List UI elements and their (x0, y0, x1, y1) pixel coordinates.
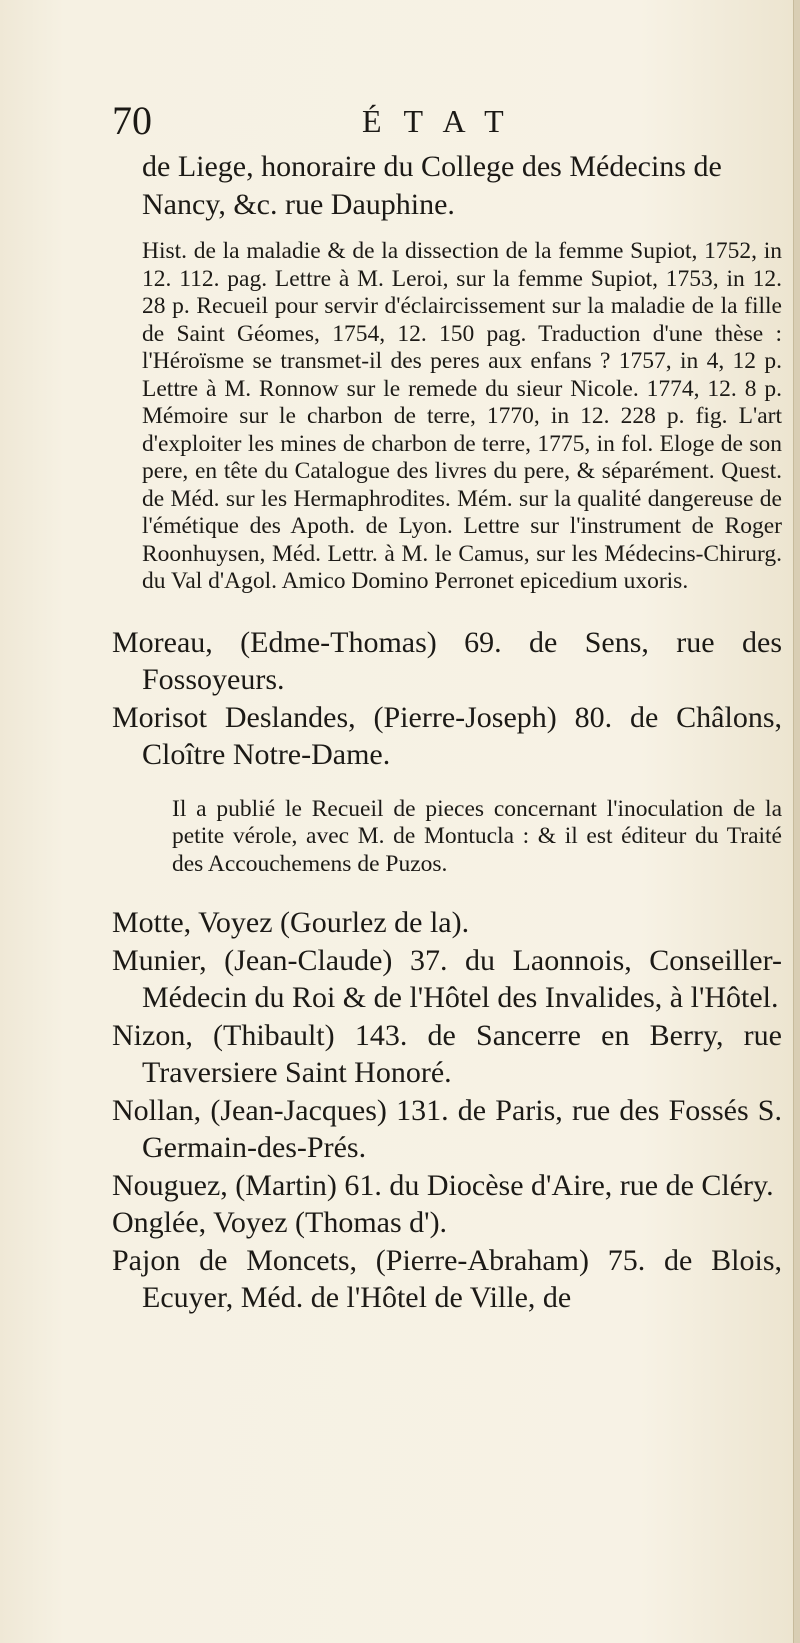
entry-nouguez: Nouguez, (Martin) 61. du Diocèse d'Aire, rue de Cléry. (112, 1168, 774, 1202)
page-header (112, 98, 772, 148)
text-column (112, 148, 782, 1317)
page-number: 70 (112, 98, 152, 143)
entry-munier: Munier, (Jean-Claude) 37. du Laonnois, Conseiller-Médecin du Roi & de l'Hôtel des Invalides, à l'Hôtel. (112, 943, 782, 1014)
entry-motte: Motte, Voyez (Gourlez de la). (112, 906, 470, 939)
entry-nizon: Nizon, (Thibault) 143. de Sancerre en Berry, rue Traversiere Saint Honoré. (112, 1018, 782, 1089)
continued-entry: de Liege, honoraire du College des Médecins de Nancy, &c. rue Dauphine. (142, 150, 722, 221)
running-title: ÉTAT (362, 103, 526, 139)
entry-pajon: Pajon de Moncets, (Pierre-Abraham) 75. de Blois, Ecuyer, Méd. de l'Hôtel de Ville, de (112, 1243, 782, 1314)
bibliography-note: Hist. de la maladie & de la dissection de la femme Supiot, 1752, in 12. 112. pag. Lettre à M. Leroi, sur la femme Supiot, 1753, in 12. 28 p. Recueil pour servir d'éclaircissement sur la maladie de la fille de Saint Géomes, 1754, 12. 150 pag. Traduction d'une thèse : l'Héroïsme se transmet-il des peres aux enfans ? 1757, in 4, 12 p. Lettre à M. Ronnow sur le remede du sieur Nicole. 1774, 12. 8 p. Mémoire sur le charbon de terre, 1770, in 12. 228 p. fig. L'art d'exploiter les mines de charbon de terre, 1775, in fol. Eloge de son pere, en tête du Catalogue des livres du pere, & séparément. Quest. de Méd. sur les Hermaphrodites. Mém. sur la qualité dangereuse de l'émétique des Apoth. de Lyon. Lettre sur l'instrument de Roger Roonhuysen, Méd. Lettr. à M. le Camus, sur les Médecins-Chirurg. du Val d'Agol. Amico Domino Perronet epicedium uxoris. (142, 238, 782, 594)
entry-moreau: Moreau, (Edme-Thomas) 69. de Sens, rue des Fossoyeurs. (112, 625, 782, 696)
entry-onglee: Onglée, Voyez (Thomas d'). (112, 1206, 448, 1239)
entry-nollan: Nollan, (Jean-Jacques) 131. de Paris, rue des Fossés S. Germain-des-Prés. (112, 1093, 782, 1164)
morisot-note: Il a publié le Recueil de pieces concernant l'inoculation de la petite vérole, avec M. de Montucla : & il est éditeur du Traité des Accouchemens de Puzos. (172, 795, 782, 877)
entry-morisot: Morisot Deslandes, (Pierre-Joseph) 80. de Châlons, Cloître Notre-Dame. (112, 700, 782, 771)
page-edge (793, 0, 800, 1643)
